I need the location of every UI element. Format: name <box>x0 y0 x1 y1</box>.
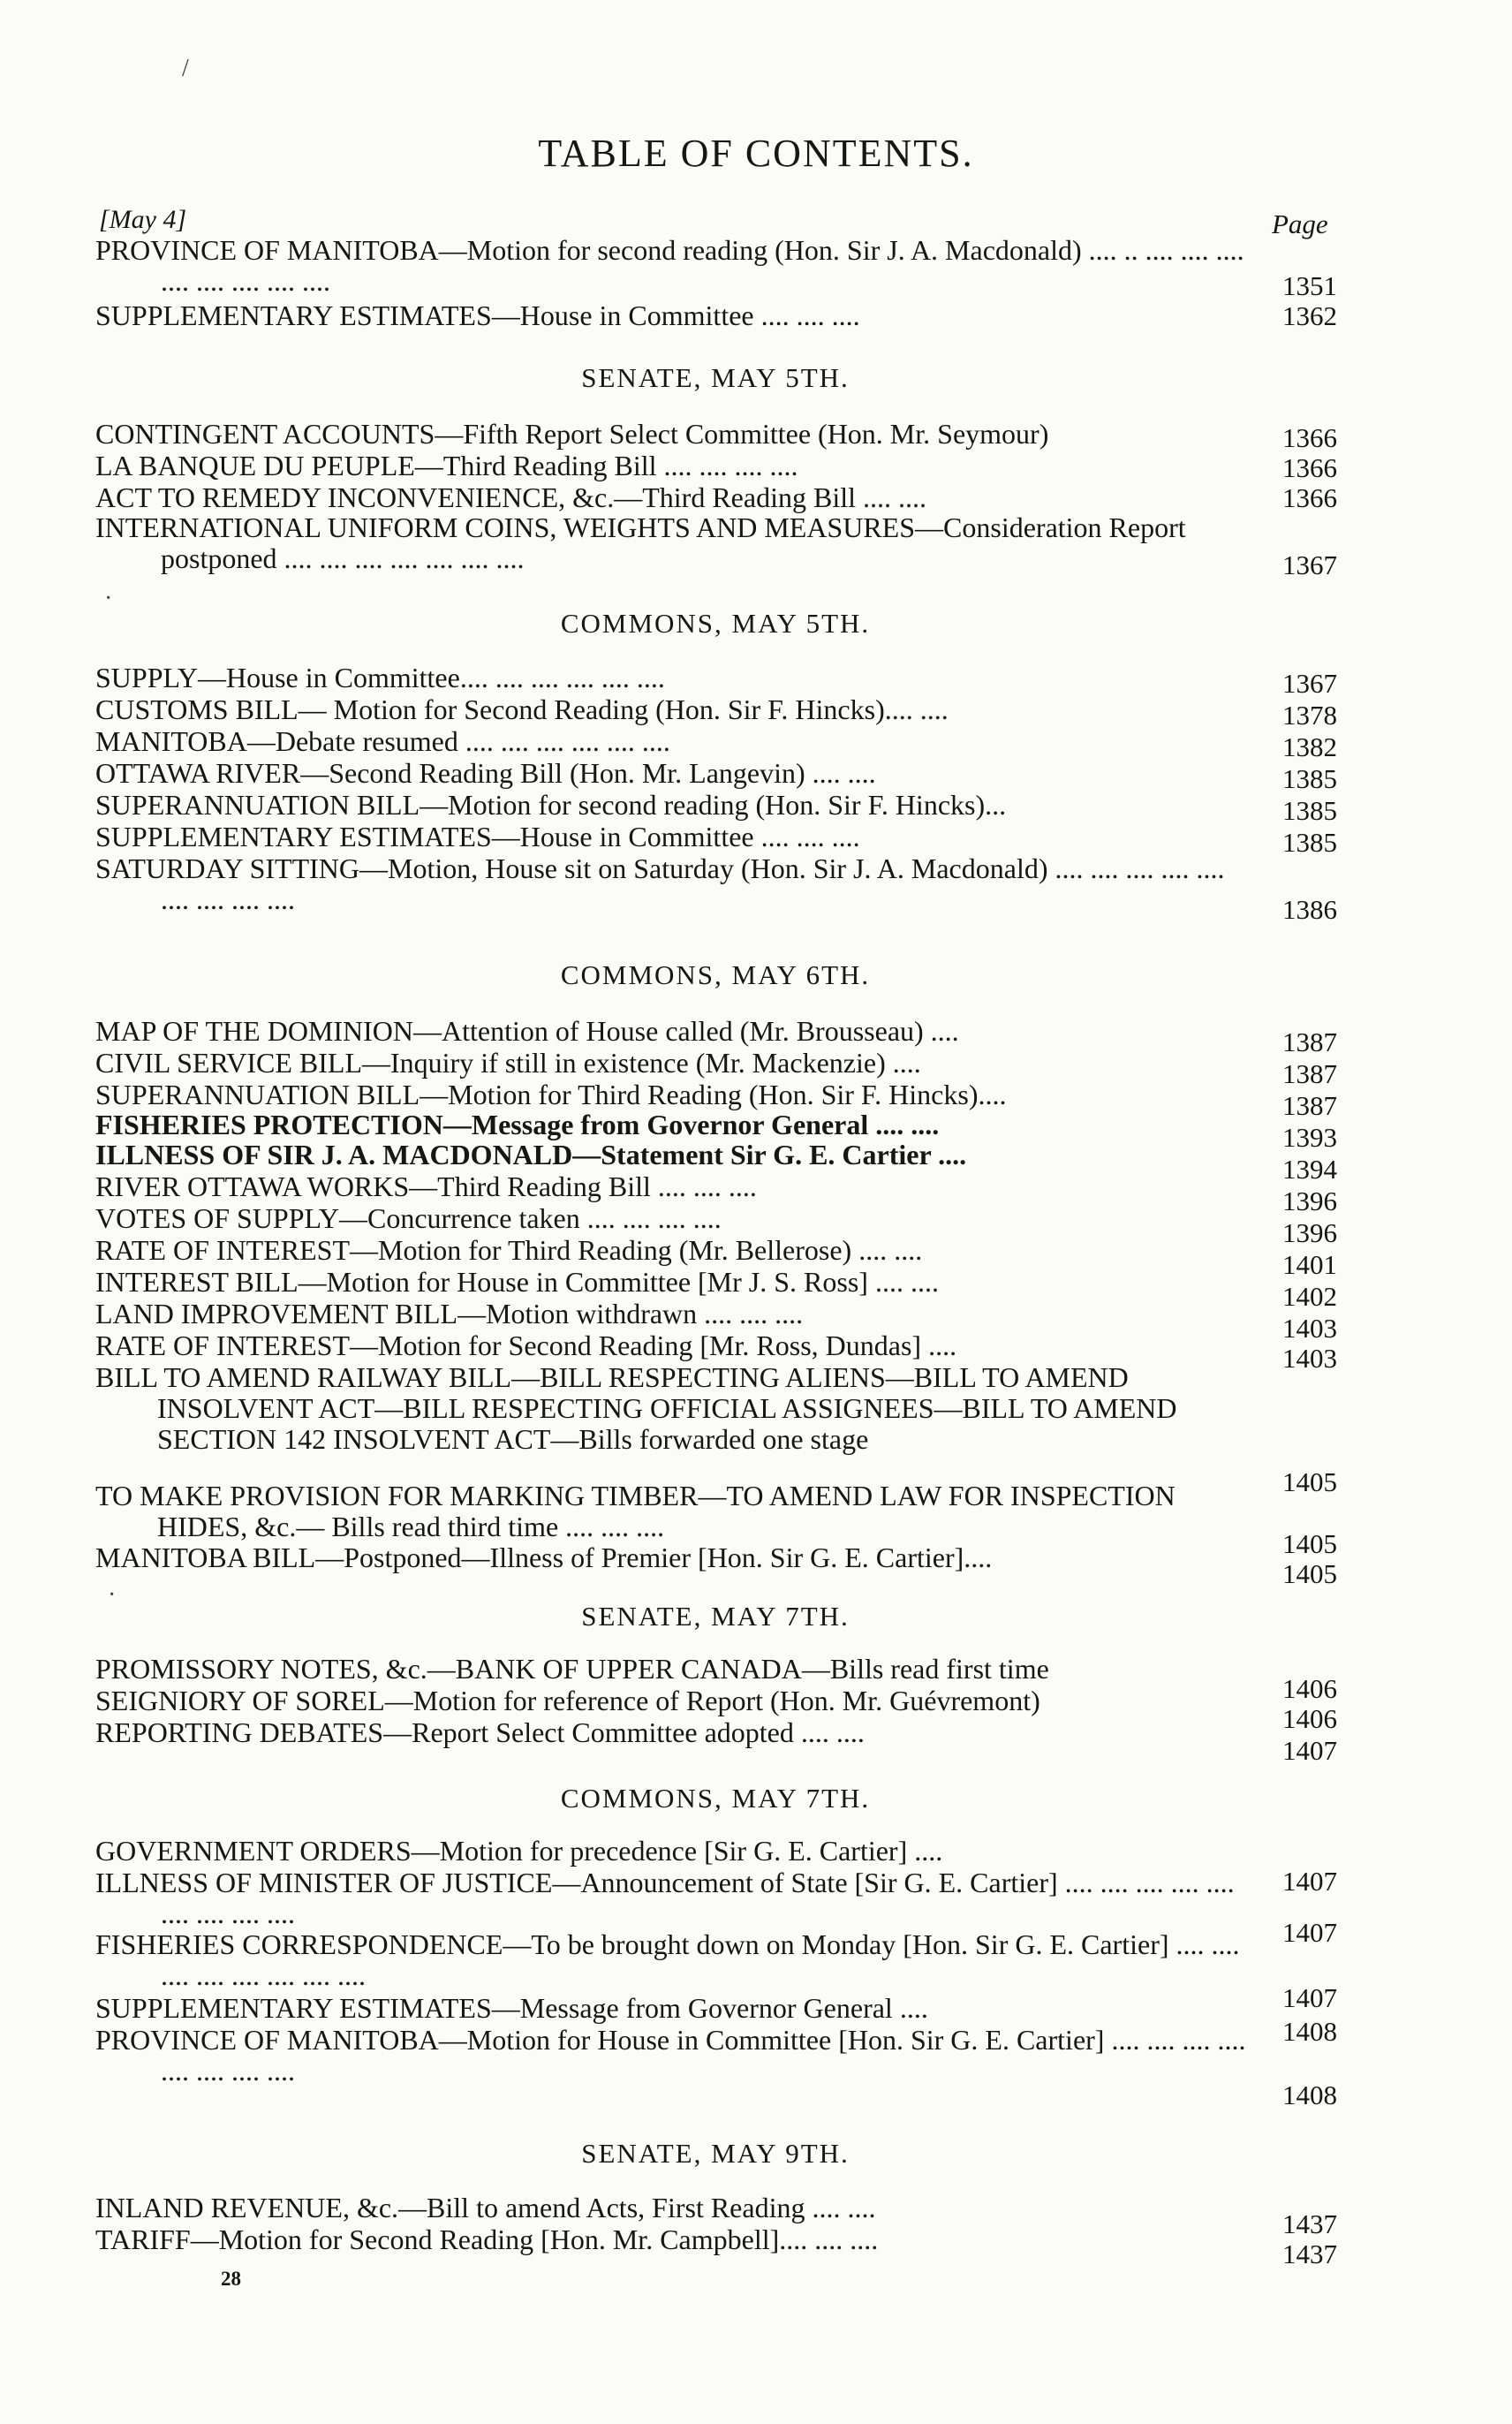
toc-page-number: 1406 <box>1282 1673 1337 1704</box>
toc-entry: VOTES OF SUPPLY—Concurrence taken .... .... .... .... <box>95 1202 722 1234</box>
toc-entry: PROVINCE OF MANITOBA—Motion for second reading (Hon. Sir J. A. Macdonald) .... .. .... .... .... .... .... .... .... .... <box>95 234 1244 297</box>
toc-entry: ILLNESS OF SIR J. A. MACDONALD—Statement Sir G. E. Cartier .... <box>95 1139 967 1170</box>
toc-page-number: 1403 <box>1282 1343 1337 1374</box>
toc-entry: CIVIL SERVICE BILL—Inquiry if still in existence (Mr. Mackenzie) .... <box>95 1047 921 1079</box>
toc-page-number: 1362 <box>1282 300 1337 331</box>
toc-page-number: 1387 <box>1282 1090 1337 1121</box>
toc-page-number: 1407 <box>1282 1982 1337 2013</box>
toc-entry: MANITOBA BILL—Postponed—Illness of Premier [Hon. Sir G. E. Cartier].... <box>95 1542 993 1573</box>
toc-entry: RIVER OTTAWA WORKS—Third Reading Bill .... .... .... <box>95 1170 757 1202</box>
toc-entry: ACT TO REMEDY INCONVENIENCE, &c.—Third Reading Bill .... .... <box>95 481 926 513</box>
page-title: TABLE OF CONTENTS. <box>538 132 974 175</box>
toc-entry: SUPERANNUATION BILL—Motion for Third Reading (Hon. Sir F. Hincks).... <box>95 1079 1007 1110</box>
toc-page-number: 1401 <box>1282 1249 1337 1280</box>
toc-page-number: 1378 <box>1282 700 1337 731</box>
section-heading: COMMONS, MAY 7TH. <box>560 1783 871 1814</box>
toc-page-number: 1387 <box>1282 1058 1337 1089</box>
toc-page-number: 1382 <box>1282 731 1337 762</box>
toc-entry: REPORTING DEBATES—Report Select Committee adopted .... .... <box>95 1716 865 1748</box>
toc-entry: LAND IMPROVEMENT BILL—Motion withdrawn .... .... .... <box>95 1298 804 1329</box>
toc-entry: SUPPLEMENTARY ESTIMATES—Message from Governor General .... <box>95 1992 928 2024</box>
toc-page-number: 1408 <box>1282 2079 1337 2110</box>
section-heading: SENATE, MAY 7TH. <box>581 1601 850 1632</box>
toc-page-number: 1405 <box>1282 1558 1337 1589</box>
section-heading: SENATE, MAY 9TH. <box>581 2138 850 2169</box>
toc-entry: SATURDAY SITTING—Motion, House sit on Saturday (Hon. Sir J. A. Macdonald) .... .... .... .... .... .... .... .... .... <box>95 852 1225 915</box>
toc-entry: SEIGNIORY OF SOREL—Motion for reference of Report (Hon. Mr. Guévremont) <box>95 1685 1040 1716</box>
toc-page-number: 1396 <box>1282 1217 1337 1248</box>
toc-entry: OTTAWA RIVER—Second Reading Bill (Hon. Mr. Langevin) .... .... <box>95 757 876 789</box>
stray-mark: / <box>182 55 189 82</box>
toc-page-number: 1407 <box>1282 1917 1337 1948</box>
section-heading: SENATE, MAY 5TH. <box>581 362 850 393</box>
folio-number: 28 <box>221 2268 241 2290</box>
toc-entry: LA BANQUE DU PEUPLE—Third Reading Bill .... .... .... .... <box>95 450 798 481</box>
toc-entry: SUPERANNUATION BILL—Motion for second reading (Hon. Sir F. Hincks)... <box>95 789 1007 821</box>
toc-page-number: 1407 <box>1282 1866 1337 1897</box>
toc-entry: INTEREST BILL—Motion for House in Committee [Mr J. S. Ross] .... .... <box>95 1266 939 1298</box>
toc-page-number: 1366 <box>1282 452 1337 483</box>
toc-entry: BILL TO AMEND RAILWAY BILL—BILL RESPECTING ALIENS—BILL TO AMEND INSOLVENT ACT—BILL RESPECTING OFFICIAL ASSIGNEES—BILL TO AMEND SECTION 142 INSOLVENT ACT—Bills forwarded one stage <box>95 1361 1177 1455</box>
section-heading: COMMONS, MAY 6TH. <box>560 959 871 990</box>
toc-entry: TO MAKE PROVISION FOR MARKING TIMBER—TO AMEND LAW FOR INSPECTION HIDES, &c.— Bills read third time .... .... .... <box>95 1480 1176 1542</box>
toc-page-number: 1351 <box>1282 270 1337 301</box>
toc-page-number: 1405 <box>1282 1466 1337 1497</box>
toc-page-number: 1405 <box>1282 1528 1337 1559</box>
toc-page-number: 1367 <box>1282 549 1337 580</box>
toc-entry: MANITOBA—Debate resumed .... .... .... .... .... .... <box>95 725 670 757</box>
toc-entry: ILLNESS OF MINISTER OF JUSTICE—Announcement of State [Sir G. E. Cartier] .... .... .... .... .... .... .... .... .... <box>95 1867 1235 1929</box>
toc-page-number: 1402 <box>1282 1281 1337 1312</box>
toc-entry: SUPPLEMENTARY ESTIMATES—House in Committee .... .... .... <box>95 821 860 852</box>
toc-page-number: 1396 <box>1282 1185 1337 1216</box>
toc-page-number: 1393 <box>1282 1122 1337 1153</box>
toc-entry: RATE OF INTEREST—Motion for Second Reading [Mr. Ross, Dundas] .... <box>95 1329 957 1361</box>
toc-entry: CUSTOMS BILL— Motion for Second Reading (Hon. Sir F. Hincks).... .... <box>95 693 949 725</box>
toc-page-number: 1387 <box>1282 1026 1337 1057</box>
page-column-label: Page <box>1272 208 1328 239</box>
toc-page-number: 1367 <box>1282 668 1337 699</box>
toc-entry: PROMISSORY NOTES, &c.—BANK OF UPPER CANADA—Bills read first time <box>95 1653 1049 1685</box>
toc-entry: FISHERIES PROTECTION—Message from Governor General .... .... <box>95 1109 940 1140</box>
toc-page-number: 1437 <box>1282 2208 1337 2239</box>
toc-entry: FISHERIES CORRESPONDENCE—To be brought down on Monday [Hon. Sir G. E. Cartier] .... .... .... .... .... .... .... .... <box>95 1928 1240 1991</box>
toc-entry: CONTINGENT ACCOUNTS—Fifth Report Select Committee (Hon. Mr. Seymour) <box>95 418 1049 450</box>
toc-entry: MAP OF THE DOMINION—Attention of House called (Mr. Brousseau) .... <box>95 1015 959 1047</box>
toc-entry: RATE OF INTEREST—Motion for Third Reading (Mr. Bellerose) .... .... <box>95 1234 923 1266</box>
toc-entry: INTERNATIONAL UNIFORM COINS, WEIGHTS AND MEASURES—Consideration Report postponed .... .... .... .... .... .... .... <box>95 511 1186 574</box>
toc-page-number: 1366 <box>1282 482 1337 513</box>
toc-entry: INLAND REVENUE, &c.—Bill to amend Acts, First Reading .... .... <box>95 2192 876 2223</box>
toc-page-number: 1394 <box>1282 1154 1337 1185</box>
stray-mark: · <box>108 1581 117 1609</box>
toc-entry: SUPPLEMENTARY ESTIMATES—House in Committee .... .... .... <box>95 299 860 331</box>
toc-entry: TARIFF—Motion for Second Reading [Hon. Mr. Campbell].... .... .... <box>95 2223 879 2255</box>
toc-page-number: 1403 <box>1282 1313 1337 1344</box>
section-heading: COMMONS, MAY 5TH. <box>560 608 871 639</box>
toc-page-number: 1408 <box>1282 2016 1337 2047</box>
toc-page-number: 1385 <box>1282 827 1337 858</box>
date-label: [May 4] <box>99 205 187 234</box>
toc-entry: PROVINCE OF MANITOBA—Motion for House in Committee [Hon. Sir G. E. Cartier] .... .... .... .... .... .... .... .... <box>95 2024 1246 2087</box>
toc-page-number: 1386 <box>1282 894 1337 925</box>
toc-page-number: 1437 <box>1282 2238 1337 2269</box>
toc-page-number: 1406 <box>1282 1703 1337 1734</box>
toc-page-number: 1407 <box>1282 1735 1337 1766</box>
toc-entry: SUPPLY—House in Committee.... .... .... .... .... .... <box>95 662 665 693</box>
toc-entry: GOVERNMENT ORDERS—Motion for precedence [Sir G. E. Cartier] .... <box>95 1835 943 1867</box>
toc-page-number: 1385 <box>1282 763 1337 794</box>
toc-page-number: 1366 <box>1282 422 1337 453</box>
stray-mark: · <box>104 585 113 612</box>
toc-page-number: 1385 <box>1282 795 1337 826</box>
